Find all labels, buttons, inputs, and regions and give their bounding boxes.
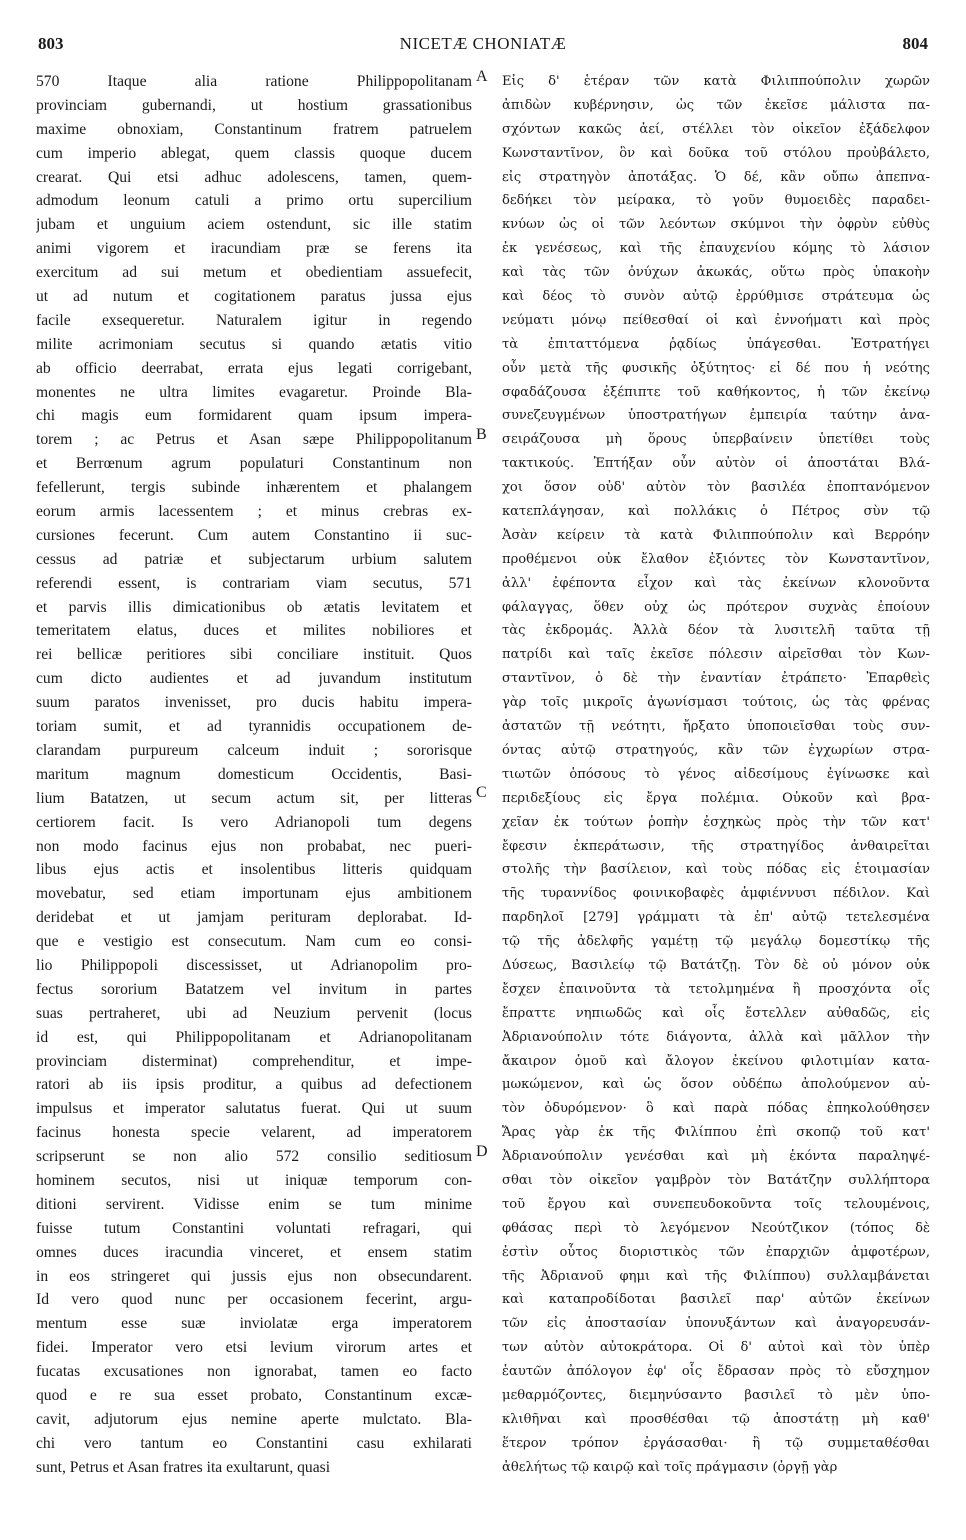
greek-text-line: δεδήκει τὸν μείρακα, τὸ γοῦν θυμοειδὲς παραδει- [502, 193, 930, 209]
greek-text-line: τῷ τῆς ἀδελφῆς γαμέτῃ τῷ μεγάλῳ δομεστίκῳ τῆς [502, 934, 930, 950]
greek-text-line: Ἀδριανούπολιν γενέσθαι καὶ μὴ ἑκόντα παραληψέ- [502, 1149, 930, 1165]
greek-text-line: χεῖαν ἐκ τούτων ῥοπὴν ἐσχηκὼς πρὸς τὴν τῶν κατ' [502, 814, 930, 830]
latin-text-line: deridebat et ut jamjam perituram deplorabat. Id- [36, 909, 472, 927]
greek-text-line: οὖν μετὰ τῆς φυσικῆς ὀξύτητος· εἰ δέ που ἡ νεότης [502, 360, 930, 376]
greek-text-line: Ἄρας γὰρ ἐκ τῆς Φιλίππου ἐπὶ σκοπῷ τοῦ κατ' [502, 1125, 930, 1141]
greek-text-line: ἀλλ' ἐφέποντα εἶχον καὶ τὰς ἐκείνων κλονοῦντα [502, 575, 930, 591]
greek-text-line: σφαδάζουσα ἐξέπιπτε τοῦ καθήκοντος, ἡ τῶν ἐκείνῳ [502, 384, 930, 400]
greek-text-line: ἐκ γενέσεως, καὶ τῆς ἐπαυχενίου κόμης τὸ λάσιον [502, 241, 930, 257]
greek-text-line: χοι ὅσον οὐδ' αὐτὸν τὸν βασιλέα ἐποπτανόμενον [502, 480, 930, 496]
latin-text-line: non modo facinus ejus non probabat, nec pueri- [36, 837, 472, 855]
latin-text-line: exercitum ad sui metum et obedientiam assuefecit, [36, 264, 472, 282]
latin-column [36, 70, 472, 1480]
latin-text-line: torem ; ac Petrus et Asan sæpe Philippopolitanum [36, 431, 472, 449]
latin-text-line: et parvis illis dimicationibus ob ætatis levitatem et [36, 598, 472, 616]
latin-text-line: cum imperio ablegat, quem classis quoque ducem [36, 144, 472, 162]
latin-text-line: referendi essent, is contrariam viam secutus, 571 [36, 574, 472, 592]
latin-text-line: libus ejus actis et insolentibus litteris quidquam [36, 861, 472, 879]
greek-text-line: ἀθελήτως τῷ καιρῷ καὶ τοῖς πράγμασιν (ὀργῇ γὰρ [502, 1459, 838, 1475]
greek-text-line: σθαι τὸν οἰκεῖον γαμβρὸν τὸν Βατάτζην συλλήπτορα [502, 1172, 930, 1188]
latin-text-line: provinciam disterminat) comprehenditur, et impe- [36, 1052, 472, 1070]
greek-text-line: κνύων ὡς οἱ τῶν λεόντων σκύμνοι τὴν ὀφρὺν εὐθὺς [502, 217, 930, 233]
greek-text-line: σταντῖνον, ὁ δὲ τὴν ἐναντίαν ἐτράπετο· Ἐπαρθεὶς [502, 671, 930, 687]
greek-text-line: όντας αὐτῷ στρατηγούς, κἂν τῶν ἐγχωρίων στρα- [502, 742, 930, 758]
greek-text-line: συνεζευγμένων ὑποστρατήγων ἐμπειρία ταύτην ἀνα- [502, 408, 930, 424]
greek-text-line: κατεπλάγησαν, καὶ πολλάκις ὁ Πέτρος σὺν τῷ [502, 504, 930, 520]
latin-text-line: jubam et unguium aciem ostendunt, sic ille statim [36, 216, 472, 234]
greek-text-line: Ἀσὰν κείρειν τὰ κατὰ Φιλιππούπολιν καὶ Βερρόην [502, 527, 930, 543]
greek-text-line: των αὐτὸν αὐτοκράτορα. Οἱ δ' αὐτοὶ καὶ τὸν ὑπὲρ [502, 1340, 930, 1356]
greek-text-line: στολῆς τὴν βασίλειον, καὶ τοὺς πόδας εἰς ἑτοιμασίαν [502, 862, 930, 878]
latin-text-line: facinus honesta specie velarent, ad imperatorem [36, 1124, 472, 1142]
greek-text-line: νεύματι μόνῳ πείθεσθαί οἱ καὶ ἐννοήματι καὶ πρὸς [502, 312, 930, 328]
latin-text-line: cessus ad patriæ et subjectarum urbium salutem [36, 550, 472, 568]
greek-text-line: εἰς στρατηγὸν ἀποτάξας. Ὁ δέ, κἂν οὔπω ἀπεπνα- [502, 169, 930, 185]
greek-text-line: καὶ καταπροδίδοται βασιλεῖ παρ' αὐτῶν ἐκείνων [502, 1292, 930, 1308]
latin-text-line: suum paratos invenisset, pro ducis habitu impera- [36, 694, 472, 712]
latin-text-line: mentum esse suæ inviolatæ erga imperatorem [36, 1315, 472, 1333]
latin-text-line: milite acrimoniam secutus si quando ætatis vitio [36, 335, 472, 353]
latin-text-line: et Berrœnum agrum populaturi Constantinum non [36, 455, 472, 473]
latin-text-line: provinciam gubernandi, ut hostium grassationibus [36, 96, 472, 114]
latin-text-line: monentes ne ultra limites evagaretur. Proinde Bla- [36, 383, 472, 401]
greek-text-line: γὰρ τοῖς μικροῖς ἀγωνίσμασι τούτοις, ὡς τὰς φρένας [502, 695, 930, 711]
latin-text-line: chi magis eum formidarent quam ipsum impera- [36, 407, 472, 425]
latin-text-line: scripserunt se non alio 572 consilio seditiosum [36, 1148, 472, 1166]
latin-text-line: cavit, adjutorum ejus nemine aperte mulctato. Bla- [36, 1410, 472, 1428]
page-number-left: 803 [38, 34, 64, 53]
greek-text-line: ἀστατῶν τῇ νεότητι, ἤρξατο ὑποποιεῖσθαι τοὺς συν- [502, 719, 930, 735]
greek-text-line: Ἀδριανούπολιν τότε διάγοντα, ἀλλὰ καὶ μᾶλλον τὴν [502, 1029, 930, 1045]
latin-text-line: omnes duces iracundia vinceret, et ensem statim [36, 1243, 472, 1261]
margin-letter-b: B [476, 426, 487, 443]
latin-text-line: impulsus et imperator salutatus fuerat. Qui ut suum [36, 1100, 472, 1118]
greek-text-line: ἔπραττε νηπιωδῶς καὶ οἷς ἔστελλεν αὐθαδῶς, εἰς [502, 1005, 930, 1021]
greek-text-line: τῆς τυραννίδος φοινικοβαφὲς ἀμφιέννυσι πέδιλον. Καὶ [502, 886, 930, 902]
page-number-right: 804 [902, 34, 928, 53]
latin-text-line: ab officio deerrabat, errata ejus legati corrigebant, [36, 359, 472, 377]
greek-text-line: καὶ τὰς τῶν ὀνύχων ἀκωκάς, οὕτω πρὸς ὑπακοὴν [502, 265, 930, 281]
latin-text-line: clarandam purpureum calceum induit ; sororisque [36, 741, 472, 759]
greek-text-line: τιωτῶν ὁπόσους τὸ γένος αἰδεσίμους ἐγίνωσκε καὶ [502, 766, 930, 782]
margin-letter-a: A [476, 68, 488, 85]
greek-text-line: ἀπιδὼν κυβέρνησιν, ὡς τῶν ἐκεῖσε μάλιστα πα- [502, 97, 930, 113]
latin-text-line: chi vero tantum eo Constantini casu exhilarati [36, 1434, 472, 1452]
greek-text-line: τὰ ἐπιταττόμενα ῥᾳδίως ὑπάγεσθαι. Ἐστρατήγει [502, 336, 930, 352]
latin-text-line: fidei. Imperator vero etsi levium virorum artes et [36, 1339, 472, 1357]
latin-text-line: temeritatem elatus, duces et milites nobiliores et [36, 622, 472, 640]
latin-text-line: quod e re sua esset probato, Constantinum excæ- [36, 1386, 472, 1404]
greek-text-line: πατρίδι καὶ ταῖς ἐκεῖσε πόλεσιν αἱρεῖσθαι τὸν Κων- [502, 647, 930, 663]
latin-text-line: lium Batatzen, ut secum actum sit, per litteras [36, 789, 472, 807]
latin-text-line: lio Philippopoli discessisset, ut Adrianopolim pro- [36, 956, 472, 974]
latin-text-line: suas pertraheret, ubi ad Neuzium pervenit (locus [36, 1004, 472, 1022]
latin-text-line: Id vero quod nunc per occasionem fecerint, argu- [36, 1291, 472, 1309]
greek-text-line: ἕτερον τρόπον ἐργάσασθαι· ἢ τῷ συμμεταθέσθαι [502, 1435, 930, 1451]
greek-text-line: σειράζουσα μὴ ὅρους ὑπερβαίνειν ὑπετίθει τοὺς [502, 432, 930, 448]
latin-text-line: movebatur, sed etiam importunam ejus ambitionem [36, 885, 472, 903]
greek-text-line: μεθαρμόζοντες, διεμηνύσαντο βασιλεῖ τὸ μὲν ὑπο- [502, 1387, 930, 1403]
margin-letter-c: C [476, 784, 487, 801]
greek-text-line: Δύσεως, Βασιλείῳ τῷ Βατάτζῃ. Τὸν δὲ οὐ μόνον οὐκ [502, 957, 930, 973]
greek-text-line: ἔφεσιν ἐκπεράτωσιν, τῆς στρατηγίδος ἀνθαιρεῖται [502, 838, 930, 854]
page-header [36, 34, 930, 60]
latin-text-line: maritum magnum domesticum Occidentis, Basi- [36, 765, 472, 783]
greek-text-line: φάλαγγας, ὅθεν οὐχ ὡς πρότερον συχνὰς ἐποίουν [502, 599, 930, 615]
latin-text-line: rei bellicæ peritiores sibi conciliare instituit. Quos [36, 646, 472, 664]
latin-text-line: fectus sororium Batatzem vel invitum in partes [36, 980, 472, 998]
greek-text-line: τὰς ἐκδρομάς. Ἀλλὰ δέον τὰ λυσιτελῆ ταῦτα τῇ [502, 623, 930, 639]
latin-text-line: toriam sumit, et ad tyrannidis occupationem de- [36, 718, 472, 736]
latin-text-line: fuisse tutum Constantini voluntati refragari, qui [36, 1219, 472, 1237]
greek-text-line: τῶν εἰς ἀποστασίαν ὑπονυξάντων καὶ ἀναγορευσάν- [502, 1316, 930, 1332]
greek-text-line: ἔσχεν ἐπαινοῦντα τὰ τετολμημένα ἢ προσχόντα οἷς [502, 981, 930, 997]
latin-text-line: maxime obnoxiam, Constantinum fratrem patruelem [36, 120, 472, 138]
greek-text-line: Κωνσταντῖνον, ὃν καὶ δοῦκα τοῦ στόλου προὐβάλετο, [502, 145, 930, 161]
greek-text-line: Εἰς δ' ἑτέραν τῶν κατὰ Φιλιππούπολιν χωρῶν [502, 74, 930, 89]
greek-text-line: ἐστὶν οὗτος διοριστικὸς τῶν ἐπαρχιῶν ἀμφοτέρων, [502, 1244, 930, 1260]
greek-text-line: ἄκαιρον ὁμοῦ καὶ ἄλογον ἐκείνου φιλοτιμίαν κατα- [502, 1053, 930, 1069]
greek-text-line: μωκώμενον, καὶ ὡς ὅσον οὐδέπω ἀπολούμενον αὐ- [502, 1077, 930, 1093]
latin-text-line: animi vigorem et iracundiam præ se ferens ita [36, 240, 472, 258]
greek-text-line: προθέμενοι οὐκ ἔλαθον ἐξιόντες τὸν Κωνσταντῖνον, [502, 551, 930, 567]
latin-text-line: 570 Itaque alia ratione Philippopolitanam [36, 73, 472, 90]
latin-text-line: ratori ab iis ipsis proditur, a quibus ad defectionem [36, 1076, 472, 1094]
greek-text-line: τακτικούς. Ἐπτήξαν οὖν αὐτὸν οἱ ἀποστάται Βλά- [502, 456, 930, 472]
running-title: NICETÆ CHONIATÆ [399, 34, 567, 53]
latin-text-line: eorum armis lacessentem ; et minus crebras ex- [36, 503, 472, 521]
greek-text-line: παρδηλοῖ [279] γράμματι τὰ ἐπ' αὐτῷ τετελεσμένα [502, 910, 930, 926]
margin-letter-d: D [476, 1143, 488, 1160]
latin-text-line: fefellerunt, tergis subinde inhærentem et phalangem [36, 479, 472, 497]
latin-text-line: admodum leonum catuli a primo ortu supercilium [36, 192, 472, 210]
greek-text-line: τοῦ ἔργου καὶ συνεπευδοκοῦντα τοῖς τελουμένοις, [502, 1196, 930, 1212]
greek-text-line: περιδεξίους εἰς ἔργα πολέμια. Οὐκοῦν καὶ βρα- [502, 790, 930, 806]
greek-column [502, 70, 930, 1480]
greek-text-line: κλιθῆναι καὶ προσθέσθαι τῷ ἀποστάτῃ μὴ καθ' [502, 1411, 930, 1427]
greek-text-line: τῆς Ἀδριανοῦ φημι καὶ τῆς Φιλίππου) συλλαμβάνεται [502, 1268, 930, 1284]
latin-text-line: crearat. Qui etsi adhuc adolescens, tamen, quem- [36, 168, 472, 186]
latin-text-line: cursiones fecerunt. Cum autem Constantino ii suc- [36, 526, 472, 544]
latin-text-line: facile exsequeretur. Naturalem igitur in regendo [36, 311, 472, 329]
latin-text-line: ditioni servirent. Vidisse enim se tum minime [36, 1195, 472, 1213]
greek-text-line: φθάσας περὶ τὸ λεγόμενον Νεούτζικον (τόπος δὲ [502, 1220, 930, 1236]
latin-text-line: in eos stringeret qui jussis ejus non obsecundarent. [36, 1267, 472, 1285]
latin-text-line: que e vestigio est consecutum. Nam cum eo consi- [36, 933, 472, 951]
latin-text-line: fucatas excusationes non ignorabat, tamen eo facto [36, 1363, 472, 1381]
latin-text-line: certiorem facit. Is vero Adrianopoli tum degens [36, 813, 472, 831]
latin-text-line: hominem secutos, nisi ut iniquæ temporum con- [36, 1171, 472, 1189]
greek-text-line: ἑαυτῶν ἀπόλογον ἐφ' οἷς ἔδρασαν πρὸς τὸ εὔσχημον [502, 1364, 930, 1380]
latin-text-line: id est, qui Philippopolitanam et Adrianopolitanam [36, 1028, 472, 1046]
latin-text-line: sunt, Petrus et Asan fratres ita exultarunt, quasi [36, 1458, 331, 1476]
greek-text-line: καὶ δέος τὸ συνὸν αὐτῷ ἐρρύθμισε στράτευμα ὡς [502, 289, 930, 305]
latin-text-line: ut ad nutum et cogitationem paratus jussa ejus [36, 288, 472, 306]
latin-text-line: cum dicto audientes et ad juvandum institutum [36, 670, 472, 688]
greek-text-line: σχόντων κακῶς ἀεί, στέλλει τὸν οἰκεῖον ἐξάδελφον [502, 121, 930, 137]
greek-text-line: τὸν ὀδυρόμενον· ὃ καὶ παρὰ πόδας ἐπηκολούθησεν [502, 1101, 930, 1117]
